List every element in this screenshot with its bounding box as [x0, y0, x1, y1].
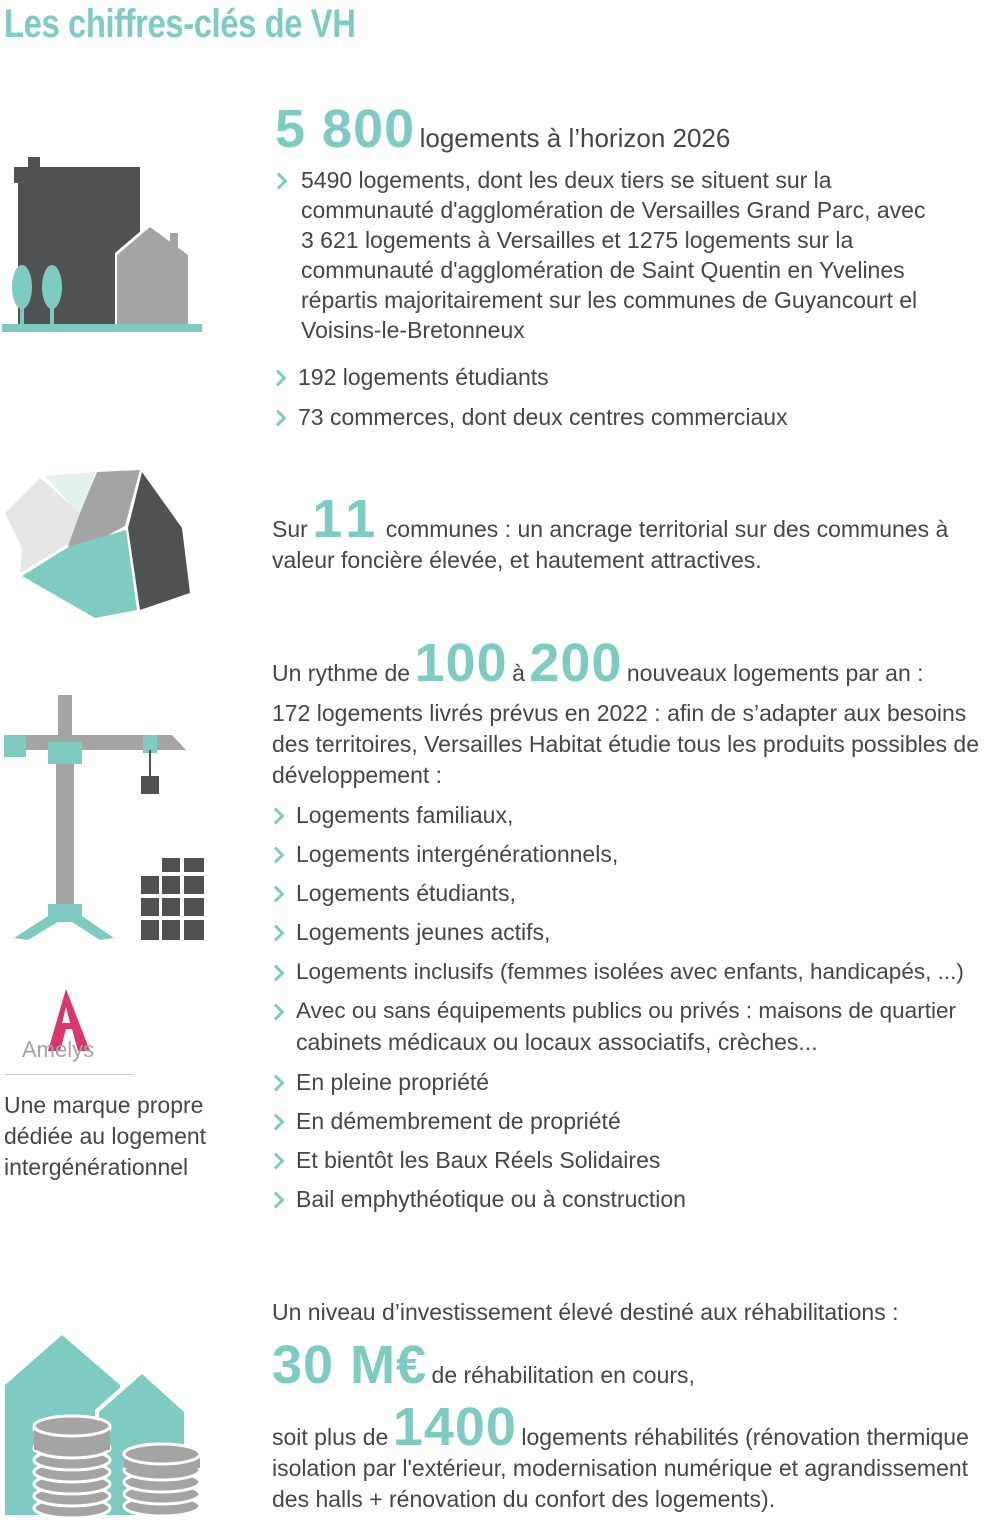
section4-text2: logements réhabilités (rénovation thermique: [521, 1424, 969, 1450]
section3-bullet: [296, 917, 550, 947]
section3-bullet: [296, 1184, 686, 1214]
crane-icon: [0, 690, 215, 945]
section3-connector: à: [512, 660, 525, 686]
section1-headline: [275, 98, 730, 160]
bullet-text: En démembrement de propriété: [296, 1108, 621, 1134]
amelys-caption: [4, 1090, 206, 1183]
section4-line2: [272, 1396, 969, 1458]
section3-bullet: [296, 1106, 621, 1136]
section3-bullet: [296, 839, 618, 869]
chevron-right-icon: [271, 173, 288, 190]
map-icon: [0, 468, 200, 623]
divider: [5, 1074, 133, 1075]
section2-text: communes : un ancrage territorial sur des communes à: [385, 516, 949, 542]
bullet1-line: 5490 logements, dont les deux tiers se situent sur la: [301, 167, 832, 193]
para-line: 172 logements livrés prévus en 2022 : afin de s’adapter aux besoins: [272, 700, 967, 726]
section3-number1: 100: [414, 633, 508, 693]
section4-line3: isolation par l'extérieur, modernisation numérique et agrandissement: [272, 1455, 969, 1481]
section4-line1: [272, 1334, 695, 1396]
amelys-logo-text: Amelys: [22, 1037, 95, 1062]
bullet-text: 192 logements étudiants: [298, 364, 549, 390]
bullet-text: Bail emphythéotique ou à construction: [296, 1186, 686, 1212]
section2-number: 11: [312, 489, 382, 549]
chevron-right-icon: [268, 1153, 285, 1170]
section3-prefix: Un rythme de: [272, 660, 411, 686]
section3-bullet: [296, 878, 516, 908]
section4-text1: de réhabilitation en cours,: [431, 1362, 695, 1388]
section4-number1: 30 M€: [272, 1335, 428, 1395]
bullet1-line: 3 621 logements à Versailles et 1275 logements sur la: [301, 227, 854, 253]
section2-line2: valeur foncière élevée, et hautement attractives.: [272, 547, 762, 573]
building-icon: [0, 155, 210, 340]
chevron-right-icon: [268, 1075, 285, 1092]
section1-bullet1: [301, 165, 925, 345]
amelys-logo: [18, 985, 138, 1065]
section1-headline-text: logements à l’horizon 2026: [419, 123, 731, 153]
para-line: développement :: [272, 762, 443, 788]
chevron-right-icon: [270, 370, 287, 387]
chevron-right-icon: [268, 847, 285, 864]
section1-bullet2: [298, 362, 549, 392]
caption-line: Une marque propre: [4, 1092, 204, 1118]
bullet1-line: communauté d'agglomération de Versailles Grand Parc, avec: [301, 197, 926, 223]
chevron-right-icon: [268, 965, 285, 982]
bullet-text: En pleine propriété: [296, 1069, 490, 1095]
caption-line: dédiée au logement: [4, 1123, 207, 1149]
section4-intro: Un niveau d’investissement élevé destiné aux réhabilitations :: [272, 1299, 899, 1325]
bullet-text: Logements inclusifs (femmes isolées avec enfants, handicapés, ...): [296, 959, 964, 984]
bullet-text: Logements intergénérationnels,: [296, 841, 619, 867]
section3-headline: [272, 632, 924, 694]
houses-coins-icon: [0, 1330, 210, 1520]
chevron-right-icon: [268, 925, 285, 942]
chevron-right-icon: [268, 886, 285, 903]
para-line: des territoires, Versailles Habitat étudie tous les produits possibles de: [272, 731, 979, 757]
section4-prefix2: soit plus de: [272, 1424, 389, 1450]
chevron-right-icon: [270, 410, 287, 427]
section3-bullet: [296, 996, 956, 1026]
section3-number2: 200: [529, 633, 623, 693]
section1-bullet3: [298, 402, 788, 432]
chevron-right-icon: [268, 1114, 285, 1131]
bullet-text: Avec ou sans équipements publics ou privés : maisons de quartier: [296, 998, 956, 1023]
section3-bullet: [296, 800, 513, 830]
section3-bullet-continuation: cabinets médicaux ou locaux associatifs, crèches...: [296, 1029, 818, 1055]
caption-line: intergénérationnel: [4, 1154, 189, 1180]
section3-paragraph: [272, 698, 979, 791]
bullet1-line: communauté d'agglomération de Saint Quentin en Yvelines: [301, 257, 905, 283]
bullet-text: Logements étudiants,: [296, 880, 516, 906]
bullet-text: Logements jeunes actifs,: [296, 919, 551, 945]
bullet-text: Et bientôt les Baux Réels Solidaires: [296, 1147, 661, 1173]
section2-prefix: Sur: [272, 516, 308, 542]
section4-continuation: [272, 1453, 968, 1515]
section4-line4: des halls + rénovation du confort des logements).: [272, 1486, 776, 1512]
section2-line1: [272, 488, 948, 550]
chevron-right-icon: [268, 808, 285, 825]
bullet1-line: Voisins-le-Bretonneux: [301, 317, 525, 343]
section3-suffix: nouveaux logements par an :: [626, 660, 924, 686]
section1-number: 5 800: [275, 99, 416, 159]
bullet-text: 73 commerces, dont deux centres commerciaux: [298, 404, 788, 430]
section3-bullet: [296, 1145, 660, 1175]
chevron-right-icon: [268, 1004, 285, 1021]
chevron-right-icon: [268, 1192, 285, 1209]
section4-number2: 1400: [392, 1397, 517, 1457]
section3-bullet: [296, 1067, 489, 1097]
bullet1-line: répartis majoritairement sur les communes de Guyancourt el: [301, 287, 918, 313]
section3-bullet: [296, 957, 964, 987]
bullet-text: Logements familiaux,: [296, 802, 514, 828]
page-title: Les chiffres-clés de VH: [4, 2, 356, 46]
